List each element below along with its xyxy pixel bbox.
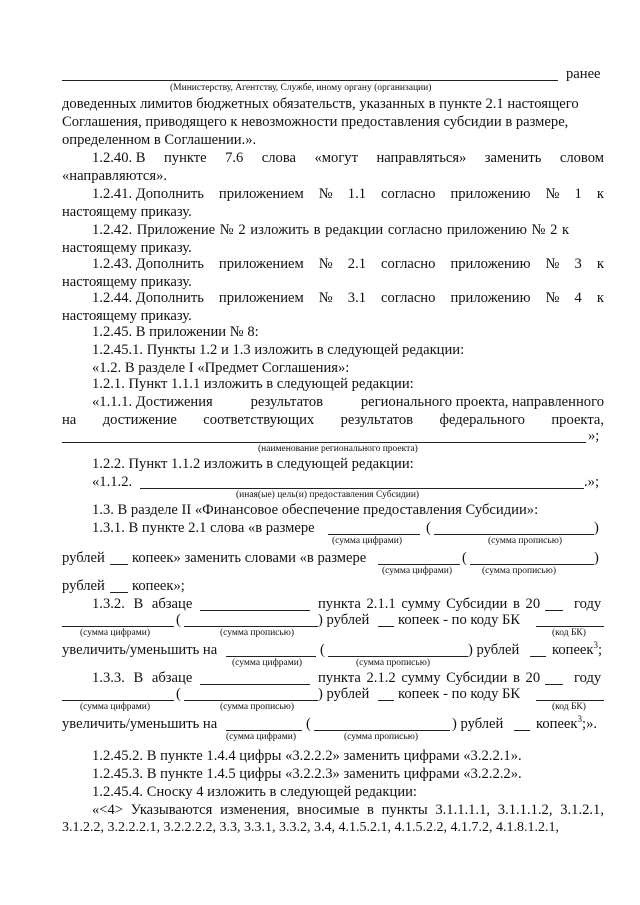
- text-line: (: [176, 612, 181, 628]
- text-line: 1.2.2. Пункт 1.1.2 изложить в следующей редакции:: [92, 456, 414, 472]
- field-caption: (сумма прописью): [220, 628, 294, 638]
- text-line-justified: «<4> Указываются изменения, вносимые в пункты 3.1.1.1.1, 3.1.1.1.2, 3.1.2.1,: [92, 802, 604, 818]
- text-line-justified: на достижение соответствующих результатов федерального проекта,: [62, 412, 604, 428]
- text-line-justified: 1.2.40. В пункте 7.6 слова «могут направляться» заменить словом: [92, 150, 604, 166]
- text-line: 1.3. В разделе II «Финансовое обеспечение предоставления Субсидии»:: [92, 502, 539, 518]
- field-caption: (код БК): [552, 702, 586, 712]
- text-line: пункта 2.1.1 сумму Субсидии в 20: [318, 596, 541, 612]
- text-line: «1.1.2.: [92, 474, 133, 490]
- text-line: 1.2.45. В приложении № 8:: [92, 324, 259, 340]
- text-line: ): [594, 520, 599, 536]
- text-line: (: [426, 520, 431, 536]
- text-line: ) рублей: [318, 686, 370, 702]
- sum-digits-underline: [378, 564, 460, 565]
- field-caption: (Министерству, Агентству, Службе, иному органу (организации): [170, 83, 432, 93]
- text-line: 1.2.45.1. Пункты 1.2 и 1.3 изложить в следующей редакции:: [92, 342, 465, 358]
- text-line: доведенных лимитов бюджетных обязательств, указанных в пункте 2.1 настоящего: [62, 96, 579, 112]
- text-line-justified: «1.1.1. Достижения результатов регионального проекта, направленного: [92, 394, 604, 410]
- text-line: году: [574, 670, 602, 686]
- text-line: 1.3.2. В абзаце: [92, 596, 193, 612]
- sum-digits-underline: [226, 656, 316, 657]
- sum-words-underline: [184, 700, 318, 701]
- text-line: 1.2.45.2. В пункте 1.4.4 цифры «3.2.2.2» заменить цифрами «3.2.2.1».: [92, 748, 522, 764]
- field-caption: (код БК): [552, 628, 586, 638]
- text-line: «1.2. В разделе I «Предмет Соглашения»:: [92, 360, 350, 376]
- text-line: 1.2.42. Приложение № 2 изложить в редакции согласно приложению № 2 к: [92, 222, 570, 238]
- text-line: копеек - по коду БК: [398, 612, 521, 628]
- text-line: 1.3.3. В абзаце: [92, 670, 193, 686]
- kopecks-underline: [378, 626, 394, 627]
- field-caption: (сумма цифрами): [332, 536, 402, 546]
- text-line: ) рублей: [452, 716, 504, 732]
- text-line: году: [574, 596, 602, 612]
- text-line: увеличить/уменьшить на: [62, 642, 218, 658]
- text-line-justified: 1.2.43. Дополнить приложением № 2.1 согласно приложению № 3 к: [92, 256, 604, 272]
- text-line: ) рублей: [468, 642, 520, 658]
- text-line: настоящему приказу.: [62, 274, 192, 290]
- text-line: (: [306, 716, 311, 732]
- year-underline: [545, 610, 563, 611]
- rubles-underline: [110, 564, 128, 565]
- sum-words-underline: [470, 564, 594, 565]
- text-line: .»;: [584, 474, 599, 490]
- text-line: 3.1.2.2, 3.2.2.2.1, 3.2.2.2.2, 3.3, 3.3.1, 3.3.2, 3.4, 4.1.5.2.1, 4.1.5.2.2, 4.1.7.2, 4.1.8.1.2.1,: [62, 820, 559, 835]
- text-line: настоящему приказу.: [62, 240, 192, 256]
- text-line: настоящему приказу.: [62, 204, 192, 220]
- text-line: рублей: [62, 550, 105, 566]
- text-line: ): [594, 550, 599, 566]
- paragraph-underline: [200, 684, 310, 685]
- text-line: копеек - по коду БК: [398, 686, 521, 702]
- text-line-justified: 1.2.44. Дополнить приложением № 3.1 согласно приложению № 4 к: [92, 290, 604, 306]
- text-line: »;: [588, 428, 600, 444]
- bk-code-underline: [536, 626, 604, 627]
- field-caption: (сумма цифрами): [232, 658, 302, 668]
- text-line: копеек$^3$;: [552, 640, 603, 658]
- footnote-ref: 3: [593, 640, 599, 651]
- text-line: ) рублей: [318, 612, 370, 628]
- text-line: увеличить/уменьшить на: [62, 716, 218, 732]
- text-line: определенном в Соглашении.».: [62, 132, 257, 148]
- text-line: (: [176, 686, 181, 702]
- sum-digits-underline: [226, 730, 302, 731]
- text-line: пункта 2.1.2 сумму Субсидии в 20: [318, 670, 541, 686]
- field-caption: (наименование регионального проекта): [258, 444, 418, 454]
- recipient-underline: [62, 80, 558, 81]
- field-caption: (сумма цифрами): [80, 702, 150, 712]
- paragraph-underline: [200, 610, 310, 611]
- regional-project-underline: [62, 442, 586, 443]
- field-caption: (сумма прописью): [488, 536, 562, 546]
- kopecks-underline: [530, 656, 546, 657]
- bk-code-underline: [536, 700, 604, 701]
- text-line: 1.2.45.4. Сноску 4 изложить в следующей редакции:: [92, 784, 417, 800]
- text-line-justified: 1.2.41. Дополнить приложением № 1.1 согласно приложению № 1 к: [92, 186, 604, 202]
- text-line: 1.2.45.3. В пункте 1.4.5 цифры «3.2.2.3» заменить цифрами «3.2.2.2».: [92, 766, 522, 782]
- text-line: 1.3.1. В пункте 2.1 слова «в размере: [92, 520, 315, 536]
- field-caption: (сумма цифрами): [226, 732, 296, 742]
- sum-words-underline: [434, 534, 594, 535]
- text-line: копеек$^3$;».: [536, 714, 598, 732]
- text-line: копеек» заменить словами «в размере: [132, 550, 367, 566]
- sum-digits-underline: [62, 700, 174, 701]
- rubles-underline: [110, 592, 128, 593]
- field-caption: (сумма цифрами): [382, 566, 452, 576]
- field-caption: (иная(ые) цель(и) предоставления Субсидии): [236, 490, 420, 500]
- text-line: ранее: [566, 66, 601, 82]
- text-line: (: [320, 642, 325, 658]
- sum-digits-underline: [328, 534, 420, 535]
- text-line: Соглашения, приводящего к невозможности предоставления субсидии в размере,: [62, 114, 569, 130]
- goal-underline: [140, 488, 584, 489]
- field-caption: (сумма прописью): [482, 566, 556, 576]
- text-line: (: [462, 550, 467, 566]
- year-underline: [545, 684, 563, 685]
- sum-digits-underline: [62, 626, 174, 627]
- kopecks-underline: [514, 730, 530, 731]
- field-caption: (сумма цифрами): [80, 628, 150, 638]
- field-caption: (сумма прописью): [356, 658, 430, 668]
- sum-words-underline: [184, 626, 318, 627]
- text-line: рублей: [62, 578, 105, 594]
- kopecks-underline: [378, 700, 394, 701]
- text-line: настоящему приказу.: [62, 308, 192, 324]
- text-line: копеек»;: [132, 578, 185, 594]
- text-line: «направляются».: [62, 168, 168, 184]
- field-caption: (сумма прописью): [344, 732, 418, 742]
- field-caption: (сумма прописью): [220, 702, 294, 712]
- sum-words-underline: [314, 730, 450, 731]
- text-line: 1.2.1. Пункт 1.1.1 изложить в следующей редакции:: [92, 376, 414, 392]
- sum-words-underline: [328, 656, 468, 657]
- footnote-ref: 3: [577, 714, 583, 725]
